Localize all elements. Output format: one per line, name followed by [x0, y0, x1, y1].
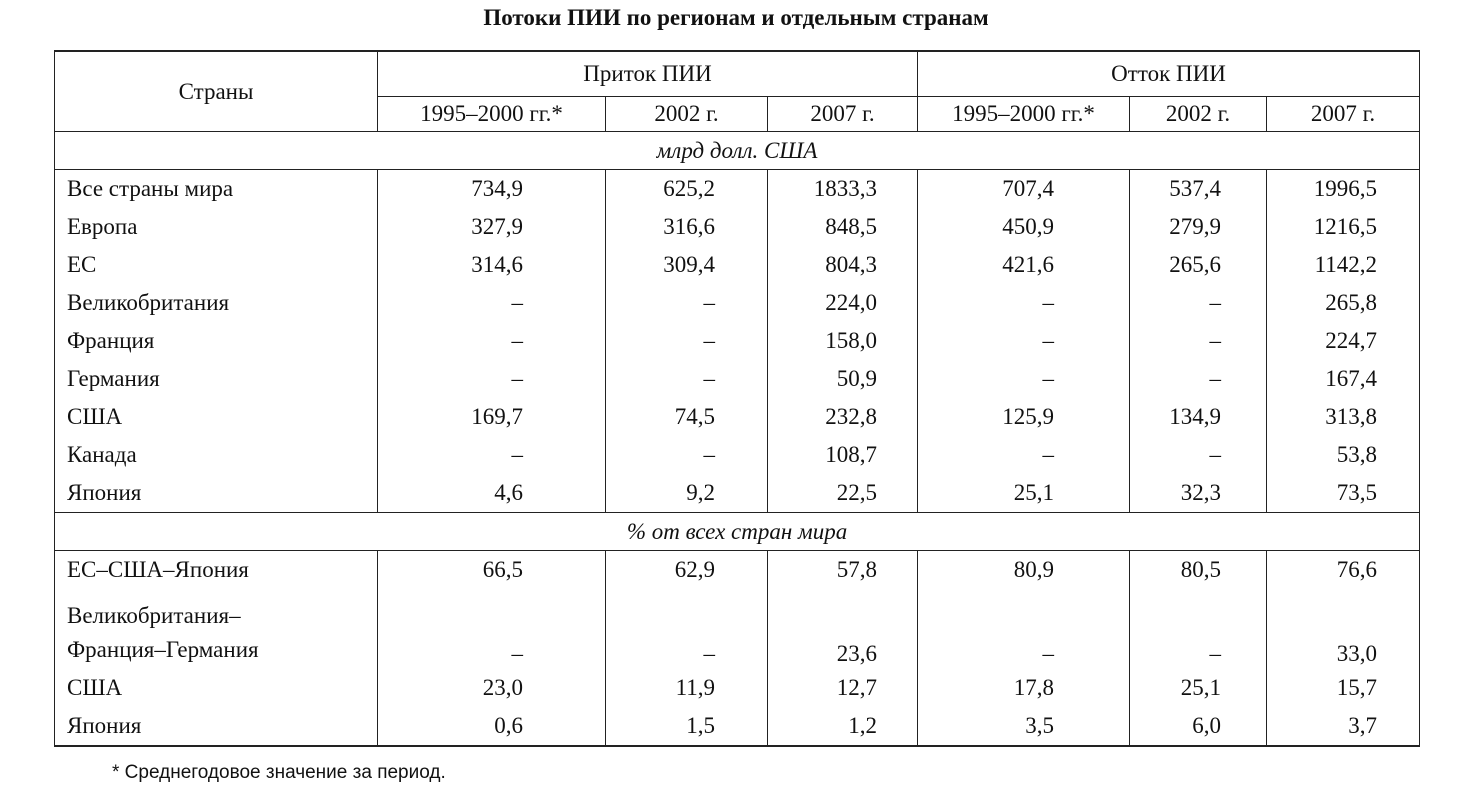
value-text: – — [1209, 641, 1221, 666]
value-text: 108,7 — [825, 442, 877, 467]
table-row — [55, 322, 1420, 360]
header-row-1 — [55, 51, 1420, 97]
section1-body — [55, 170, 1420, 513]
value-cell — [378, 669, 606, 707]
header-year: 2002 г. — [1130, 97, 1267, 132]
value-cell — [918, 360, 1130, 398]
value-text: – — [1209, 290, 1221, 315]
value-text: – — [1209, 442, 1221, 467]
section-row-billions — [55, 132, 1420, 170]
value-cell — [378, 436, 606, 474]
value-text: – — [511, 641, 523, 666]
value-text: 232,8 — [825, 404, 877, 429]
value-cell — [1267, 669, 1420, 707]
table-row — [55, 436, 1420, 474]
value-text: 1996,5 — [1313, 176, 1378, 201]
value-text: – — [703, 366, 715, 391]
value-text: – — [1209, 366, 1221, 391]
value-cell — [378, 208, 606, 246]
value-cell — [768, 246, 918, 284]
value-text: 804,3 — [825, 252, 877, 277]
value-text: 625,2 — [663, 176, 715, 201]
value-text: 316,6 — [663, 214, 715, 239]
value-cell — [606, 284, 768, 322]
value-cell — [768, 170, 918, 209]
value-cell — [768, 707, 918, 746]
value-text: 73,5 — [1336, 480, 1378, 505]
value-cell — [1130, 589, 1267, 669]
value-cell — [918, 398, 1130, 436]
value-cell — [378, 707, 606, 746]
country-cell: Япония — [55, 707, 378, 746]
value-text: – — [511, 442, 523, 467]
table-row — [55, 669, 1420, 707]
country-cell: Все страны мира — [55, 170, 378, 209]
value-text: – — [703, 641, 715, 666]
value-text: 224,0 — [825, 290, 877, 315]
value-text: 125,9 — [1002, 404, 1054, 429]
value-text: 3,7 — [1348, 713, 1378, 738]
value-cell — [918, 322, 1130, 360]
value-text: 74,5 — [674, 404, 715, 429]
value-text: – — [703, 442, 715, 467]
value-text: – — [1042, 442, 1054, 467]
footnote: * Среднегодовое значение за период. — [112, 762, 446, 783]
value-cell — [768, 589, 918, 669]
value-cell — [606, 246, 768, 284]
section-label: млрд долл. США — [55, 132, 1420, 170]
value-cell — [1267, 208, 1420, 246]
value-cell — [378, 246, 606, 284]
table-row — [55, 246, 1420, 284]
table-row — [55, 551, 1420, 590]
value-cell — [1130, 436, 1267, 474]
value-text: 265,8 — [1325, 290, 1378, 315]
value-cell — [918, 436, 1130, 474]
value-cell — [918, 707, 1130, 746]
table-row — [55, 398, 1420, 436]
header-year: 2002 г. — [606, 97, 768, 132]
table-row — [55, 284, 1420, 322]
value-cell — [378, 398, 606, 436]
value-cell — [918, 208, 1130, 246]
value-cell — [768, 284, 918, 322]
value-cell — [606, 707, 768, 746]
value-cell — [918, 246, 1130, 284]
country-cell: США — [55, 669, 378, 707]
value-text: 9,2 — [686, 480, 715, 505]
header-year: 1995–2000 гг.* — [378, 97, 606, 132]
value-text: 25,1 — [1013, 480, 1054, 505]
value-cell — [918, 284, 1130, 322]
value-cell — [606, 474, 768, 513]
value-cell — [768, 208, 918, 246]
value-text: 309,4 — [663, 252, 715, 277]
value-cell — [378, 474, 606, 513]
value-text: 66,5 — [482, 557, 523, 582]
value-text: 50,9 — [836, 366, 877, 391]
value-text: – — [1042, 290, 1054, 315]
value-text: – — [511, 290, 523, 315]
value-text: 3,5 — [1025, 713, 1054, 738]
table-row — [55, 208, 1420, 246]
value-cell — [918, 551, 1130, 590]
country-cell: ЕС — [55, 246, 378, 284]
value-cell — [1267, 322, 1420, 360]
value-text: 23,0 — [482, 675, 523, 700]
value-text: 76,6 — [1336, 557, 1378, 582]
header-countries: Страны — [55, 51, 378, 132]
value-cell — [918, 589, 1130, 669]
value-text: 80,9 — [1013, 557, 1054, 582]
value-cell — [1267, 246, 1420, 284]
value-cell — [1267, 398, 1420, 436]
value-cell — [606, 589, 768, 669]
value-cell — [1267, 170, 1420, 209]
header-year: 2007 г. — [768, 97, 918, 132]
value-text: 0,6 — [494, 713, 523, 738]
value-cell — [378, 551, 606, 590]
value-text: 734,9 — [471, 176, 523, 201]
value-text: 17,8 — [1013, 675, 1054, 700]
value-text: 848,5 — [825, 214, 877, 239]
value-text: 167,4 — [1325, 366, 1378, 391]
value-text: 1,2 — [848, 713, 877, 738]
value-text: 33,0 — [1336, 641, 1378, 666]
value-cell — [606, 208, 768, 246]
value-text: – — [1042, 641, 1054, 666]
table-row — [55, 360, 1420, 398]
value-cell — [1130, 398, 1267, 436]
value-cell — [768, 360, 918, 398]
header-outflow: Отток ПИИ — [918, 51, 1420, 97]
value-cell — [378, 170, 606, 209]
country-cell: Япония — [55, 474, 378, 513]
value-cell — [606, 398, 768, 436]
value-text: 1142,2 — [1314, 252, 1378, 277]
value-text: 327,9 — [471, 214, 523, 239]
value-cell — [768, 669, 918, 707]
value-text: – — [511, 328, 523, 353]
value-cell — [1267, 360, 1420, 398]
value-text: – — [1042, 328, 1054, 353]
value-cell — [606, 551, 768, 590]
value-cell — [768, 398, 918, 436]
value-cell — [1267, 551, 1420, 590]
value-text: 1,5 — [686, 713, 715, 738]
value-text: 1833,3 — [813, 176, 877, 201]
value-cell — [606, 360, 768, 398]
value-text: – — [703, 328, 715, 353]
header-year: 1995–2000 гг.* — [918, 97, 1130, 132]
table-row — [55, 589, 1420, 669]
value-text: 15,7 — [1336, 675, 1378, 700]
value-text: 6,0 — [1192, 713, 1221, 738]
value-text: 314,6 — [471, 252, 523, 277]
value-text: 707,4 — [1002, 176, 1054, 201]
value-cell — [1130, 474, 1267, 513]
country-cell: Германия — [55, 360, 378, 398]
country-cell: Европа — [55, 208, 378, 246]
table-row — [55, 170, 1420, 209]
value-cell — [378, 589, 606, 669]
value-cell — [606, 170, 768, 209]
header-year: 2007 г. — [1267, 97, 1420, 132]
value-cell — [378, 322, 606, 360]
country-cell — [55, 589, 378, 669]
value-text: 23,6 — [836, 641, 877, 666]
value-cell — [768, 551, 918, 590]
value-cell — [1130, 322, 1267, 360]
value-cell — [1130, 707, 1267, 746]
value-text: 169,7 — [471, 404, 523, 429]
value-cell — [606, 436, 768, 474]
table-row — [55, 707, 1420, 746]
country-cell: США — [55, 398, 378, 436]
country-cell: Канада — [55, 436, 378, 474]
value-cell — [606, 322, 768, 360]
value-text: 313,8 — [1325, 404, 1378, 429]
section-label: % от всех стран мира — [55, 513, 1420, 551]
value-cell — [768, 436, 918, 474]
header-inflow: Приток ПИИ — [378, 51, 918, 97]
value-text: – — [703, 290, 715, 315]
value-cell — [1267, 474, 1420, 513]
value-cell — [1130, 551, 1267, 590]
value-text: 158,0 — [825, 328, 877, 353]
value-cell — [918, 474, 1130, 513]
value-text: 279,9 — [1169, 214, 1221, 239]
value-text: 450,9 — [1002, 214, 1054, 239]
value-text: 421,6 — [1002, 252, 1054, 277]
table-title: Потоки ПИИ по регионам и отдельным странам — [483, 5, 989, 30]
value-text: 12,7 — [836, 675, 877, 700]
country-cell: ЕС–США–Япония — [55, 551, 378, 590]
value-cell — [768, 322, 918, 360]
value-cell — [1267, 284, 1420, 322]
value-text: 32,3 — [1180, 480, 1221, 505]
value-text: 224,7 — [1325, 328, 1378, 353]
value-cell — [1130, 170, 1267, 209]
value-cell — [1130, 246, 1267, 284]
value-cell — [918, 669, 1130, 707]
value-cell — [1130, 669, 1267, 707]
value-text: 62,9 — [674, 557, 715, 582]
country-name-line: Великобритания– — [67, 603, 241, 628]
value-text: 134,9 — [1169, 404, 1221, 429]
value-text: 1216,5 — [1313, 214, 1378, 239]
value-text: 4,6 — [494, 480, 523, 505]
value-text: 265,6 — [1169, 252, 1221, 277]
fdi-table — [54, 50, 1420, 747]
value-text: 11,9 — [675, 675, 715, 700]
value-text: – — [511, 366, 523, 391]
country-cell: Великобритания — [55, 284, 378, 322]
value-cell — [918, 170, 1130, 209]
country-cell: Франция — [55, 322, 378, 360]
value-cell — [768, 474, 918, 513]
value-cell — [1267, 589, 1420, 669]
value-cell — [378, 284, 606, 322]
value-text: 57,8 — [836, 557, 877, 582]
value-text: 53,8 — [1336, 442, 1378, 467]
table-row — [55, 474, 1420, 513]
value-cell — [1130, 208, 1267, 246]
value-text: – — [1209, 328, 1221, 353]
value-cell — [1267, 707, 1420, 746]
country-name-line: Франция–Германия — [67, 637, 259, 662]
value-text: 25,1 — [1180, 675, 1221, 700]
value-text: 537,4 — [1169, 176, 1221, 201]
value-cell — [378, 360, 606, 398]
value-text: 80,5 — [1180, 557, 1221, 582]
value-cell — [1130, 284, 1267, 322]
section2-body — [55, 551, 1420, 747]
value-cell — [1130, 360, 1267, 398]
value-text: – — [1042, 366, 1054, 391]
section-row-percent — [55, 513, 1420, 551]
value-cell — [606, 669, 768, 707]
value-cell — [1267, 436, 1420, 474]
value-text: 22,5 — [836, 480, 877, 505]
